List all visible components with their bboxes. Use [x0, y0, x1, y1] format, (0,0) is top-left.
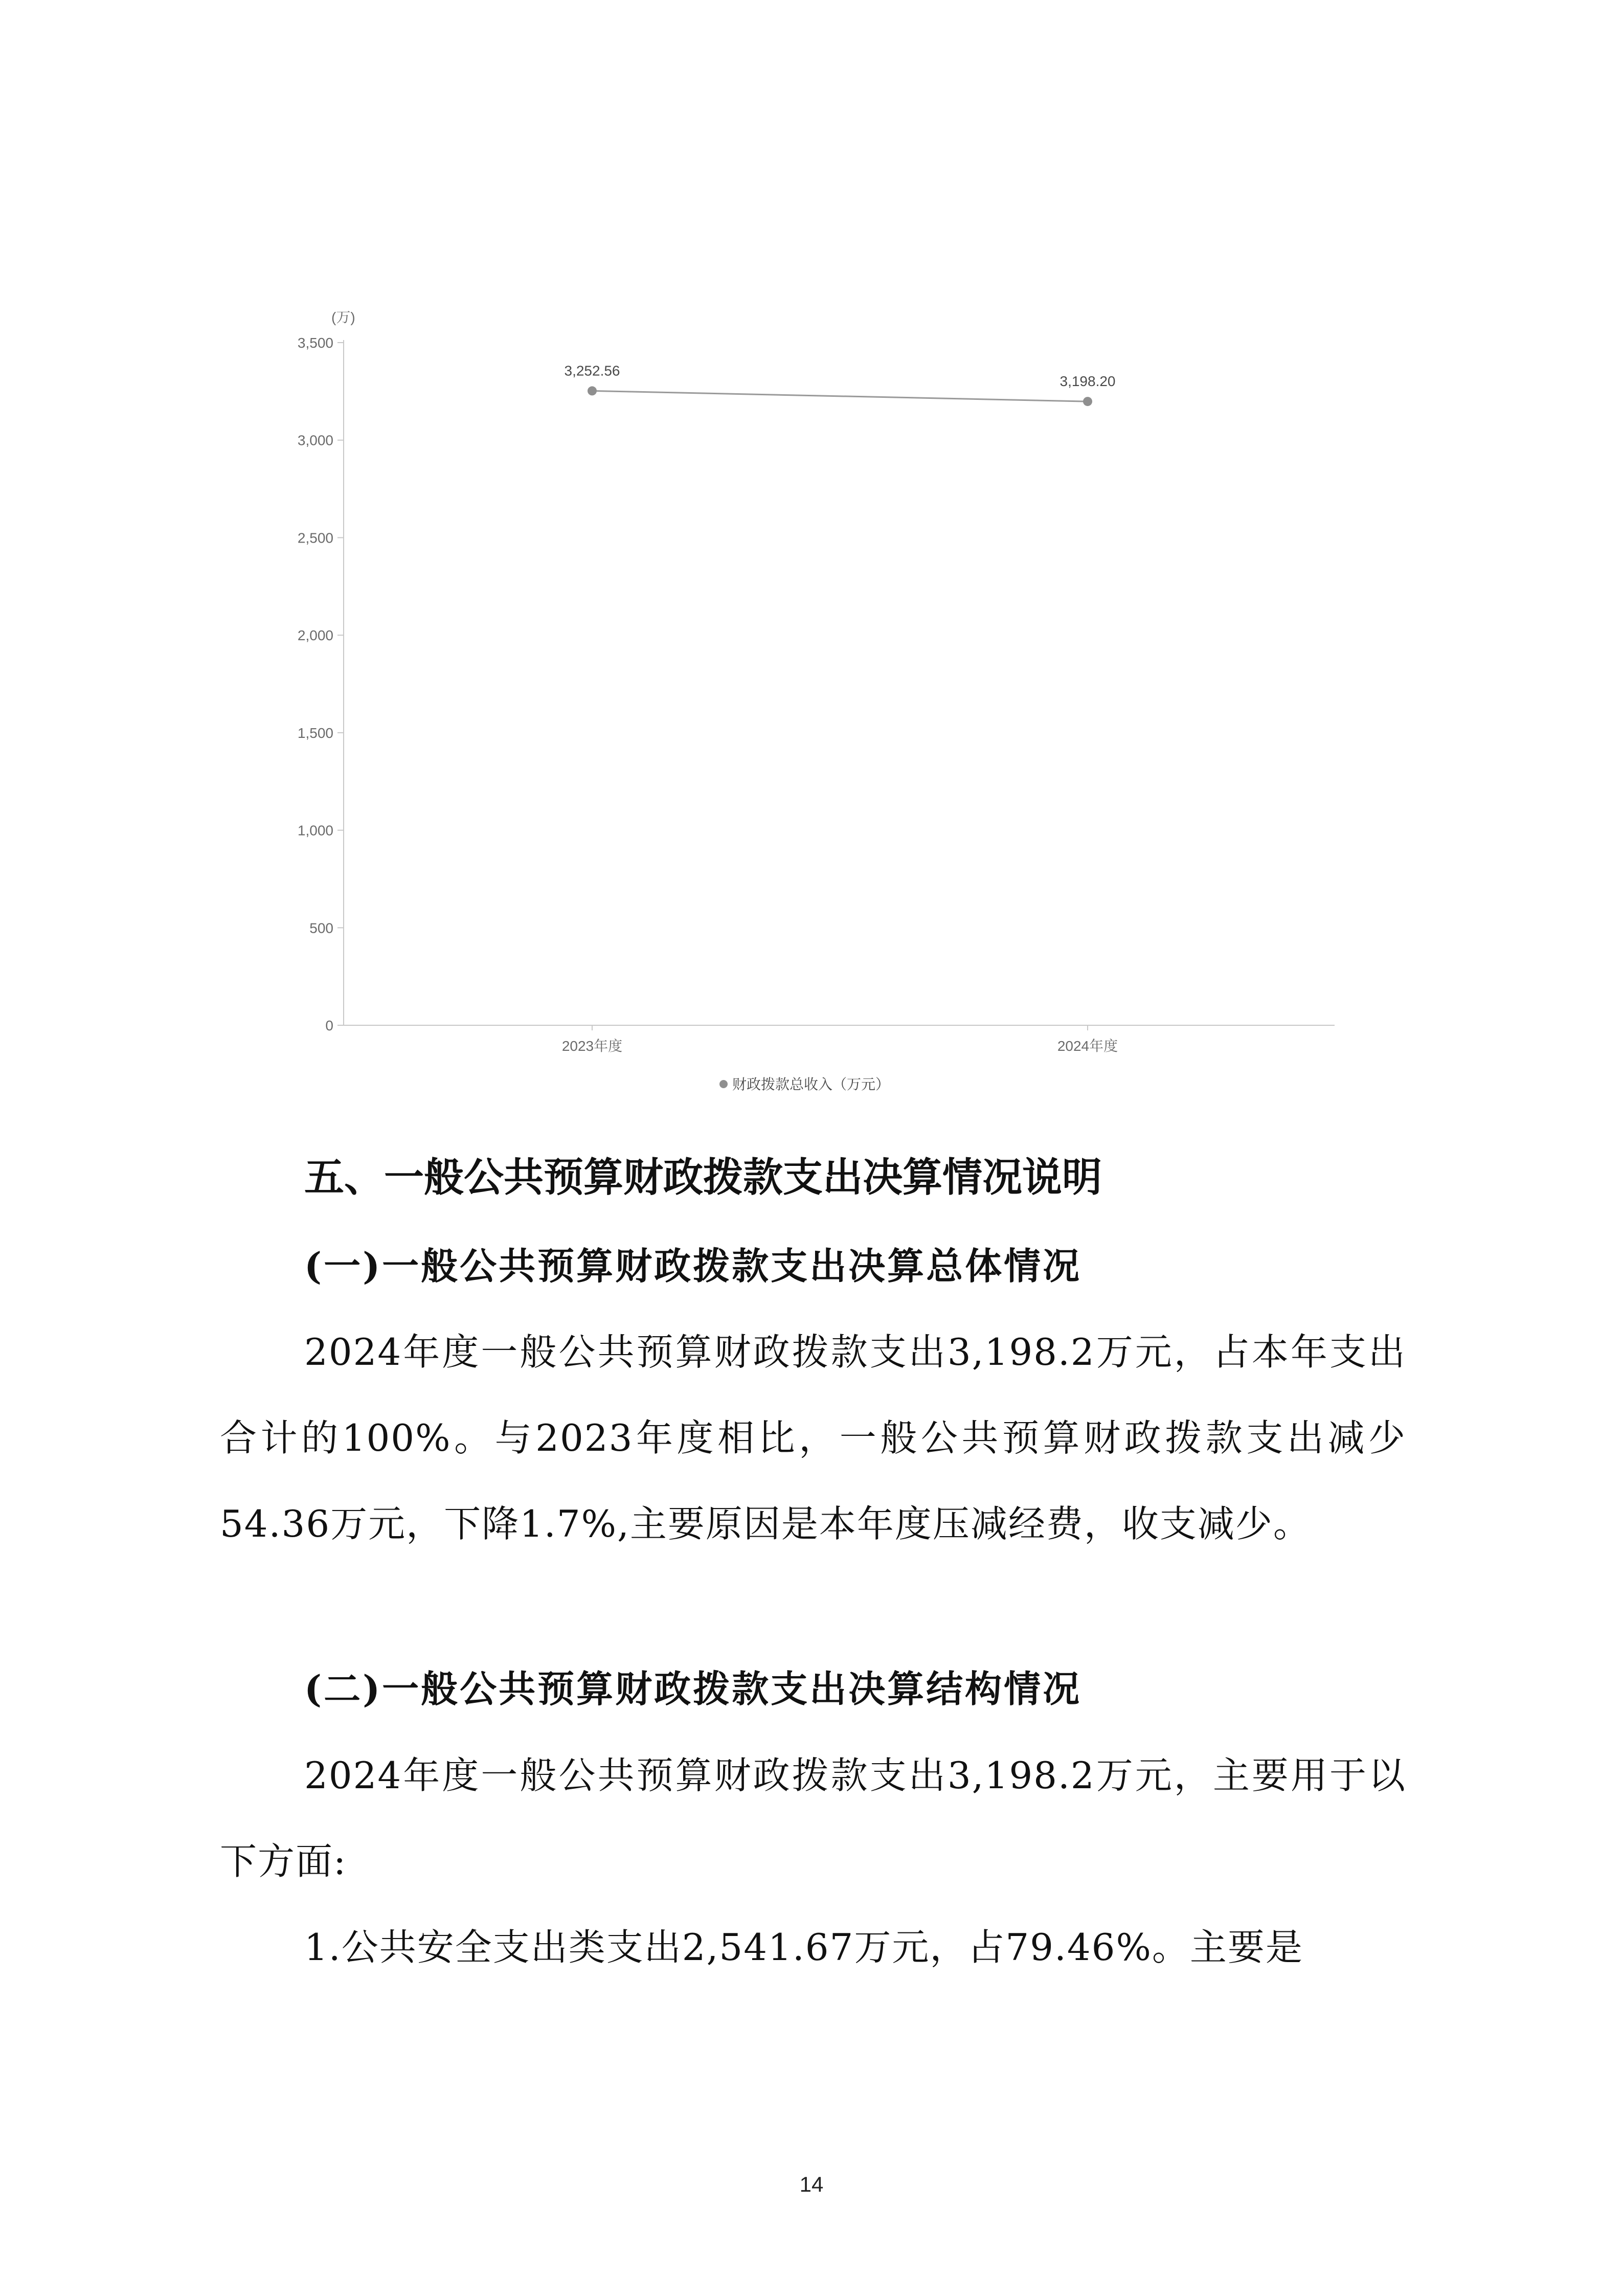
y-tick-label: 2,000 — [297, 627, 333, 644]
page-number: 14 — [799, 2172, 824, 2196]
data-point — [588, 386, 597, 395]
y-tick-label: 2,500 — [297, 530, 333, 546]
paragraph-public-security: 1.公共安全支出类支出2,541.67万元，占79.46%。主要是 — [304, 1926, 1303, 1969]
y-unit-label: (万) — [331, 309, 355, 325]
y-tick-label: 500 — [309, 920, 333, 936]
y-tick-label: 1,000 — [297, 822, 333, 839]
y-tick-label: 3,000 — [297, 432, 333, 448]
subsection-heading-structure: (二)一般公共预算财政拨款支出决算结构情况 — [304, 1667, 1082, 1710]
legend — [719, 1076, 890, 1093]
series-line — [592, 391, 1088, 401]
y-tick-label: 1,500 — [297, 725, 333, 741]
subsection-heading-overall: (一)一般公共预算财政拨款支出决算总体情况 — [304, 1244, 1082, 1288]
legend-marker — [719, 1080, 728, 1088]
y-tick-label: 3,500 — [297, 335, 333, 351]
paragraph-overall: 2024年度一般公共预算财政拨款支出3,198.2万元，占本年支出合计的100%。与2023年度相比，一般公共预算财政拨款支出减少54.36万元，下降1.7%,主要原因是本年度压减经费，收支减少。 — [220, 1331, 1406, 1545]
section-heading: 五、一般公共预算财政拨款支出决算情况说明 — [304, 1155, 1102, 1201]
data-label: 3,252.56 — [564, 363, 620, 379]
paragraph-structure: 2024年度一般公共预算财政拨款支出3,198.2万元，主要用于以下方面: — [220, 1754, 1406, 1883]
legend-label: 财政拨款总收入（万元） — [732, 1076, 890, 1093]
data-label: 3,198.20 — [1060, 373, 1116, 390]
line-chart — [0, 0, 1623, 1125]
data-point — [1083, 397, 1092, 406]
x-tick-label: 2023年度 — [561, 1038, 623, 1054]
x-tick-label: 2024年度 — [1057, 1038, 1118, 1054]
y-tick-label: 0 — [325, 1018, 333, 1033]
